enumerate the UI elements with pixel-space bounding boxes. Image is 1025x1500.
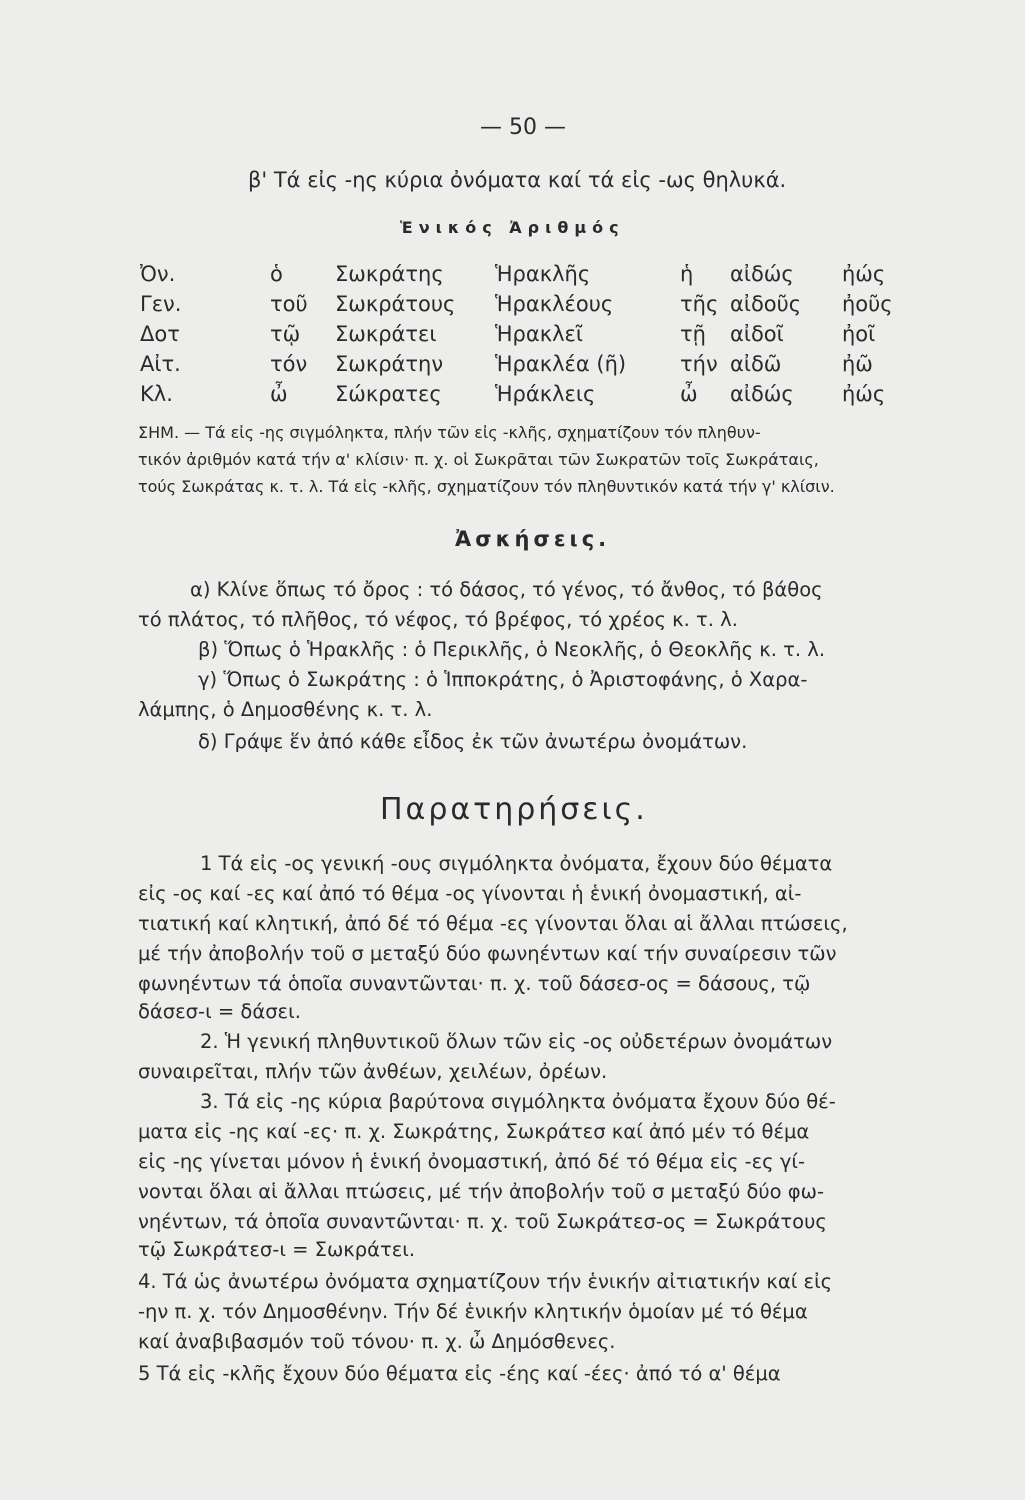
article-fem: τῆς — [680, 292, 719, 316]
form-aidos: αἰδῶ — [730, 352, 782, 376]
case-label: Δοτ — [140, 322, 180, 346]
exercise-line: τό πλάτος, τό πλῆθος, τό νέφος, τό βρέφος, τό χρέος κ. τ. λ. — [138, 608, 738, 631]
exercises-heading: Ἀσκήσεις. — [455, 527, 611, 551]
form-heracles: Ἡρακλῆς — [495, 262, 591, 286]
note-line: τικόν ἀριθμόν κατά τήν α' κλίσιν· π. χ. οἱ Σωκρᾶται τῶν Σωκρατῶν τοῖς Σωκράταις, — [138, 450, 819, 469]
case-label: Γεν. — [140, 292, 182, 316]
observation-line: 2. Ἡ γενική πληθυντικοῦ ὅλων τῶν εἰς -ος οὐδετέρων ὀνομάτων — [200, 1030, 833, 1053]
observation-line: 5 Τά εἰς -κλῆς ἔχουν δύο θέματα εἰς -έης καί -έες· ἀπό τό α' θέμα — [138, 1362, 781, 1385]
observation-line: συναιρεῖται, πλήν τῶν ἀνθέων, χειλέων, ὀρέων. — [138, 1060, 608, 1083]
form-aidos: αἰδώς — [730, 382, 794, 406]
form-socrates: Σωκράτην — [335, 352, 444, 376]
observation-line: μέ τήν ἀποβολήν τοῦ σ μεταξύ δύο φωνηέντων καί τήν συναίρεσιν τῶν — [138, 942, 837, 965]
article-masc: τοῦ — [270, 292, 308, 316]
article-fem: ἡ — [680, 262, 694, 286]
form-eos: ἠοῦς — [842, 292, 893, 316]
form-aidos: αἰδοῦς — [730, 292, 802, 316]
form-eos: ἠώς — [842, 262, 886, 286]
observation-line: φωνηέντων τά ὁποῖα συναντῶνται· π. χ. τοῦ δάσεσ-ος = δάσους, τῷ — [138, 972, 811, 995]
observation-line: νονται ὅλαι αἱ ἄλλαι πτώσεις, μέ τήν ἀποβολήν τοῦ σ μεταξύ δύο φω- — [138, 1180, 825, 1203]
exercise-line: γ) Ὅπως ὁ Σωκράτης : ὁ Ἱπποκράτης, ὁ Ἀριστοφάνης, ὁ Χαρα- — [198, 668, 808, 691]
section-title: β' Τά εἰς -ης κύρια ὀνόματα καί τά εἰς -ως θηλυκά. — [248, 168, 787, 192]
observation-line: -ην π. χ. τόν Δημοσθένην. Τήν δέ ἑνικήν κλητικήν ὁμοίαν μέ τό θέμα — [138, 1300, 808, 1323]
exercise-line: δ) Γράψε ἕν ἀπό κάθε εἶδος ἐκ τῶν ἀνωτέρω ὀνομάτων. — [198, 730, 748, 753]
observation-line: εἰς -ος καί -ες καί ἀπό τό θέμα -ος γίνονται ἡ ἑνική ὀνομαστική, αἰ- — [138, 882, 802, 905]
observation-line: καί ἀναβιβασμόν τοῦ τόνου· π. χ. ὦ Δημόσθενες. — [138, 1330, 616, 1353]
article-masc: τόν — [270, 352, 308, 376]
exercise-line: λάμπης, ὁ Δημοσθένης κ. τ. λ. — [138, 698, 433, 721]
observation-line: τιατική καί κλητική, ἀπό δέ τό θέμα -ες γίνονται ὅλαι αἱ ἄλλαι πτώσεις, — [138, 912, 848, 935]
article-fem: τήν — [680, 352, 718, 376]
article-masc: ὁ — [270, 262, 283, 286]
observation-line: εἰς -ης γίνεται μόνον ἡ ἑνική ὀνομαστική, ἀπό δέ τό θέμα εἰς -ες γί- — [138, 1150, 805, 1173]
case-label: Ὀν. — [140, 262, 176, 286]
case-label: Αἰτ. — [140, 352, 181, 376]
form-aidos: αἰδώς — [730, 262, 794, 286]
exercise-line: β) Ὅπως ὁ Ἡρακλῆς : ὁ Περικλῆς, ὁ Νεοκλῆς, ὁ Θεοκλῆς κ. τ. λ. — [198, 638, 826, 661]
article-masc: ὦ — [270, 382, 288, 406]
form-socrates: Σωκράτους — [335, 292, 456, 316]
form-socrates: Σώκρατες — [335, 382, 442, 406]
observation-line: 3. Τά εἰς -ης κύρια βαρύτονα σιγμόληκτα ὀνόματα ἔχουν δύο θέ- — [200, 1090, 836, 1113]
number-heading: Ἑνικός Ἀριθμός — [400, 218, 625, 237]
note-line: ΣΗΜ. — Τά εἰς -ης σιγμόληκτα, πλήν τῶν εἰς -κλῆς, σχηματίζουν τόν πληθυν- — [138, 423, 761, 442]
form-eos: ἠοῖ — [842, 322, 876, 346]
observation-line: ματα εἰς -ης καί -ες· π. χ. Σωκράτης, Σωκράτεσ καί ἀπό μέν τό θέμα — [138, 1120, 810, 1143]
observation-line: 1 Τά εἰς -ος γενική -ους σιγμόληκτα ὀνόματα, ἔχουν δύο θέματα — [200, 852, 833, 875]
form-heracles: Ἡρακλέους — [495, 292, 614, 316]
form-eos: ἠώς — [842, 382, 886, 406]
article-fem: ὦ — [680, 382, 698, 406]
article-fem: τῇ — [680, 322, 706, 346]
observation-line: νηέντων, τά ὁποῖα συναντῶνται· π. χ. τοῦ Σωκράτεσ-ος = Σωκράτους — [138, 1210, 827, 1233]
form-heracles: Ἡρακλεῖ — [495, 322, 583, 346]
note-line: τούς Σωκράτας κ. τ. λ. Τά εἰς -κλῆς, σχηματίζουν τόν πληθυντικόν κατά τήν γ' κλίσιν. — [138, 477, 835, 496]
form-eos: ἠῶ — [842, 352, 873, 376]
observation-line: δάσεσ-ι = δάσει. — [138, 1000, 301, 1023]
exercise-line: α) Κλίνε ὅπως τό ὄρος : τό δάσος, τό γένος, τό ἄνθος, τό βάθος — [190, 578, 823, 601]
observations-heading: Παρατηρήσεις. — [380, 792, 648, 827]
article-masc: τῷ — [270, 322, 301, 346]
page-number: — 50 — — [480, 115, 566, 140]
form-heracles: Ἡρακλέα (ῆ) — [495, 352, 627, 376]
observation-line: τῷ Σωκράτεσ-ι = Σωκράτει. — [138, 1238, 416, 1261]
form-socrates: Σωκράτης — [335, 262, 444, 286]
case-label: Κλ. — [140, 382, 173, 406]
form-socrates: Σωκράτει — [335, 322, 437, 346]
observation-line: 4. Τά ὡς ἀνωτέρω ὀνόματα σχηματίζουν τήν ἑνικήν αἰτιατικήν καί εἰς — [138, 1270, 833, 1293]
form-heracles: Ἡράκλεις — [495, 382, 596, 406]
form-aidos: αἰδοῖ — [730, 322, 784, 346]
